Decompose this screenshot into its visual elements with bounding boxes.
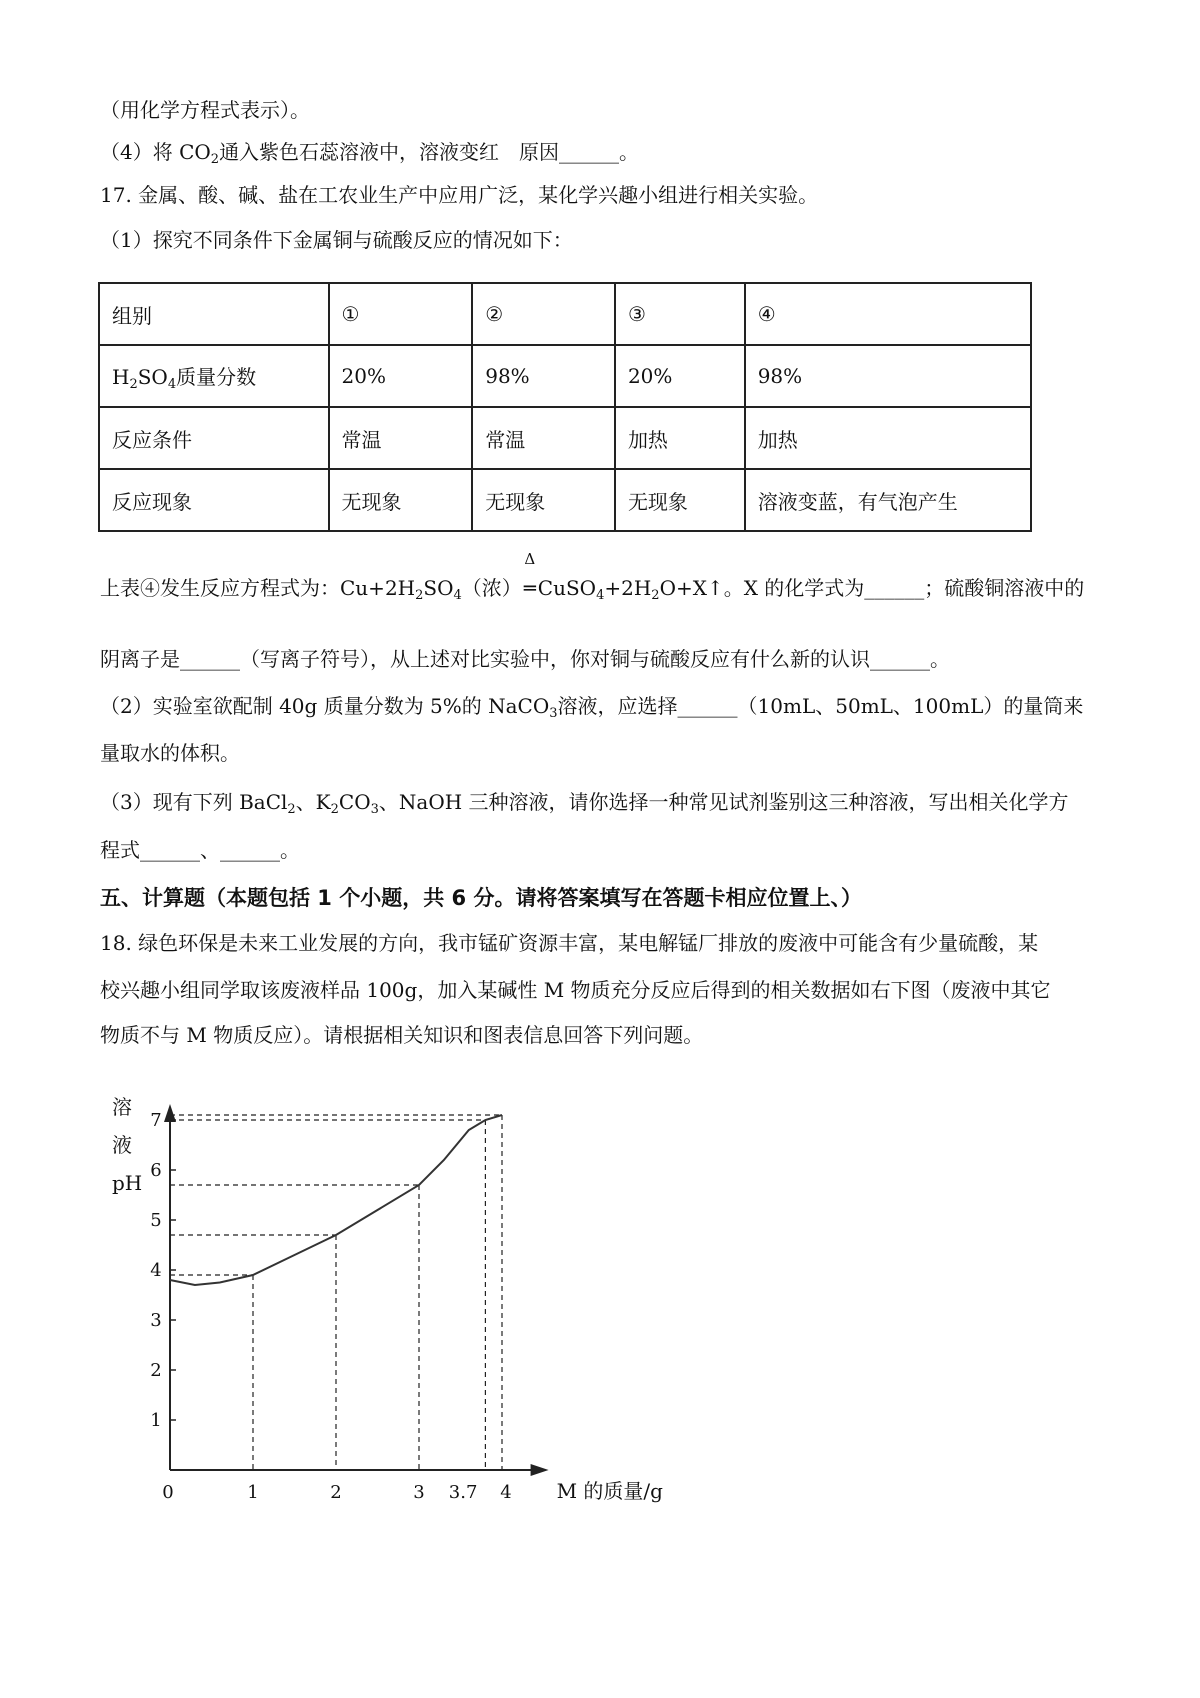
table-row-phenomenon xyxy=(99,469,1031,531)
table-cell: 98% xyxy=(472,345,615,407)
x-tick-label: 3 xyxy=(413,1482,425,1503)
q18-line2: 校兴趣小组同学取该废液样品 100g，加入某碱性 M 物质充分反应后得到的相关数据如右下图（废液中其它 xyxy=(100,978,1051,1002)
table-cell-label: 反应条件 xyxy=(99,407,329,469)
table-cell: ① xyxy=(329,283,473,345)
part3-text: CO xyxy=(338,790,371,814)
q17-part2-line2: 量取水的体积。 xyxy=(100,741,240,765)
experiment-table xyxy=(98,282,1032,532)
x-axis-label: M 的质量/g xyxy=(556,1479,663,1503)
ph-chart xyxy=(110,1090,670,1530)
table-cell-label: 反应现象 xyxy=(99,469,329,531)
table-cell: ③ xyxy=(615,283,745,345)
eq-sub: 2 xyxy=(415,588,424,603)
ph-curve xyxy=(170,1115,502,1285)
eq-sub: 4 xyxy=(453,588,462,603)
table-row-condition xyxy=(99,407,1031,469)
q17-intro: 17. 金属、酸、碱、盐在工农业生产中应用广泛，某化学兴趣小组进行相关实验。 xyxy=(100,183,819,207)
y-tick-label: 3 xyxy=(150,1310,162,1331)
y-tick-label: 5 xyxy=(150,1210,162,1231)
q16-tail-line: （用化学方程式表示）。 xyxy=(100,98,310,122)
part3-text: 、NaOH 三种溶液，请你选择一种常见试剂鉴别这三种溶液，写出相关化学方 xyxy=(378,790,1069,814)
y-tick-label: 2 xyxy=(150,1360,162,1381)
heating-sign xyxy=(522,550,538,602)
label-part: SO xyxy=(137,364,168,389)
table-cell: 20% xyxy=(615,345,745,407)
part3-sub: 2 xyxy=(330,802,339,817)
table-row-header xyxy=(99,283,1031,345)
table-cell: 20% xyxy=(329,345,473,407)
reaction-equation-line xyxy=(100,550,1085,610)
chart-layer xyxy=(112,1095,663,1503)
table-cell: 98% xyxy=(745,345,1031,407)
eq-part: +2H xyxy=(604,576,652,600)
delta-symbol: Δ xyxy=(524,550,536,568)
q17-part3 xyxy=(100,788,1069,824)
q16-part4 xyxy=(100,138,639,174)
part3-text: （3）现有下列 BaCl xyxy=(100,790,288,814)
eq-part: （浓） xyxy=(461,576,522,600)
table-cell: 组别 xyxy=(99,283,329,345)
x-tick-label: 4 xyxy=(500,1482,512,1503)
section5-heading: 五、计算题（本题包括 1 个小题，共 6 分。请将答案填写在答题卡相应位置上、） xyxy=(100,886,862,910)
table-cell: 无现象 xyxy=(615,469,745,531)
table-cell: 溶液变蓝，有气泡产生 xyxy=(745,469,1031,531)
x-tick-label: 2 xyxy=(330,1482,342,1503)
part2-text: （2）实验室欲配制 40g 质量分数为 5%的 NaCO xyxy=(100,694,550,718)
q17-part2 xyxy=(100,692,1083,728)
part3-sub: 3 xyxy=(370,802,379,817)
q17-part1: （1）探究不同条件下金属铜与硫酸反应的情况如下： xyxy=(100,228,573,252)
label-sub: 4 xyxy=(167,376,177,392)
eq-sub: 4 xyxy=(596,588,605,603)
y-axis-label: pH xyxy=(112,1171,143,1195)
table-cell: 常温 xyxy=(472,407,615,469)
x-axis-arrow xyxy=(531,1464,549,1476)
q16-part4-suffix: 通入紫色石蕊溶液中，溶液变红 原因______。 xyxy=(219,140,640,164)
table-cell: 常温 xyxy=(329,407,473,469)
y-axis-label: 溶 xyxy=(112,1095,132,1119)
table-cell: ④ xyxy=(745,283,1031,345)
part2-sub: 3 xyxy=(549,706,558,721)
q18-line3: 物质不与 M 物质反应）。请根据相关知识和图表信息回答下列问题。 xyxy=(100,1023,704,1047)
table-cell: 无现象 xyxy=(329,469,473,531)
q18-line1: 18. 绿色环保是未来工业发展的方向，我市锰矿资源丰富，某电解锰厂排放的废液中可能含有少量硫酸，某 xyxy=(100,931,1039,955)
q16-part4-sub: 2 xyxy=(210,152,220,167)
table-cell: ② xyxy=(472,283,615,345)
x-tick-label: 3.7 xyxy=(448,1482,478,1503)
x-tick-label: 1 xyxy=(247,1482,259,1503)
eq-part: CuSO xyxy=(537,576,597,600)
y-tick-label: 1 xyxy=(150,1410,162,1431)
equal-sign: ═ xyxy=(523,576,536,600)
q17-part3-line2: 程式______、______。 xyxy=(100,838,300,862)
y-tick-label: 7 xyxy=(150,1110,162,1131)
eq-part: 上表④发生反应方程式为：Cu+2H xyxy=(100,576,416,600)
q16-part4-prefix: （4）将 CO xyxy=(100,140,211,164)
eq-sub: 2 xyxy=(651,588,660,603)
label-sub: 2 xyxy=(129,376,138,392)
table-cell-label xyxy=(99,345,329,407)
y-tick-label: 4 xyxy=(150,1260,162,1281)
table-row-concentration xyxy=(99,345,1031,407)
table-cell: 加热 xyxy=(615,407,745,469)
part3-text: 、K xyxy=(295,790,331,814)
y-axis-label: 液 xyxy=(112,1133,132,1157)
table-cell: 无现象 xyxy=(472,469,615,531)
table-cell: 加热 xyxy=(745,407,1031,469)
anion-question-line: 阴离子是______（写离子符号），从上述对比实验中，你对铜与硫酸反应有什么新的认识______。 xyxy=(100,647,950,671)
label-part: H xyxy=(112,364,130,389)
eq-part: O+X↑。X 的化学式为______；硫酸铜溶液中的 xyxy=(659,576,1085,600)
part3-sub: 2 xyxy=(287,802,296,817)
part2-text: 溶液，应选择______（10mL、50mL、100mL）的量筒来 xyxy=(557,694,1084,718)
label-part: 质量分数 xyxy=(176,364,257,389)
y-tick-label: 6 xyxy=(150,1160,162,1181)
x-tick-label: 0 xyxy=(162,1482,174,1503)
eq-part: SO xyxy=(423,576,454,600)
